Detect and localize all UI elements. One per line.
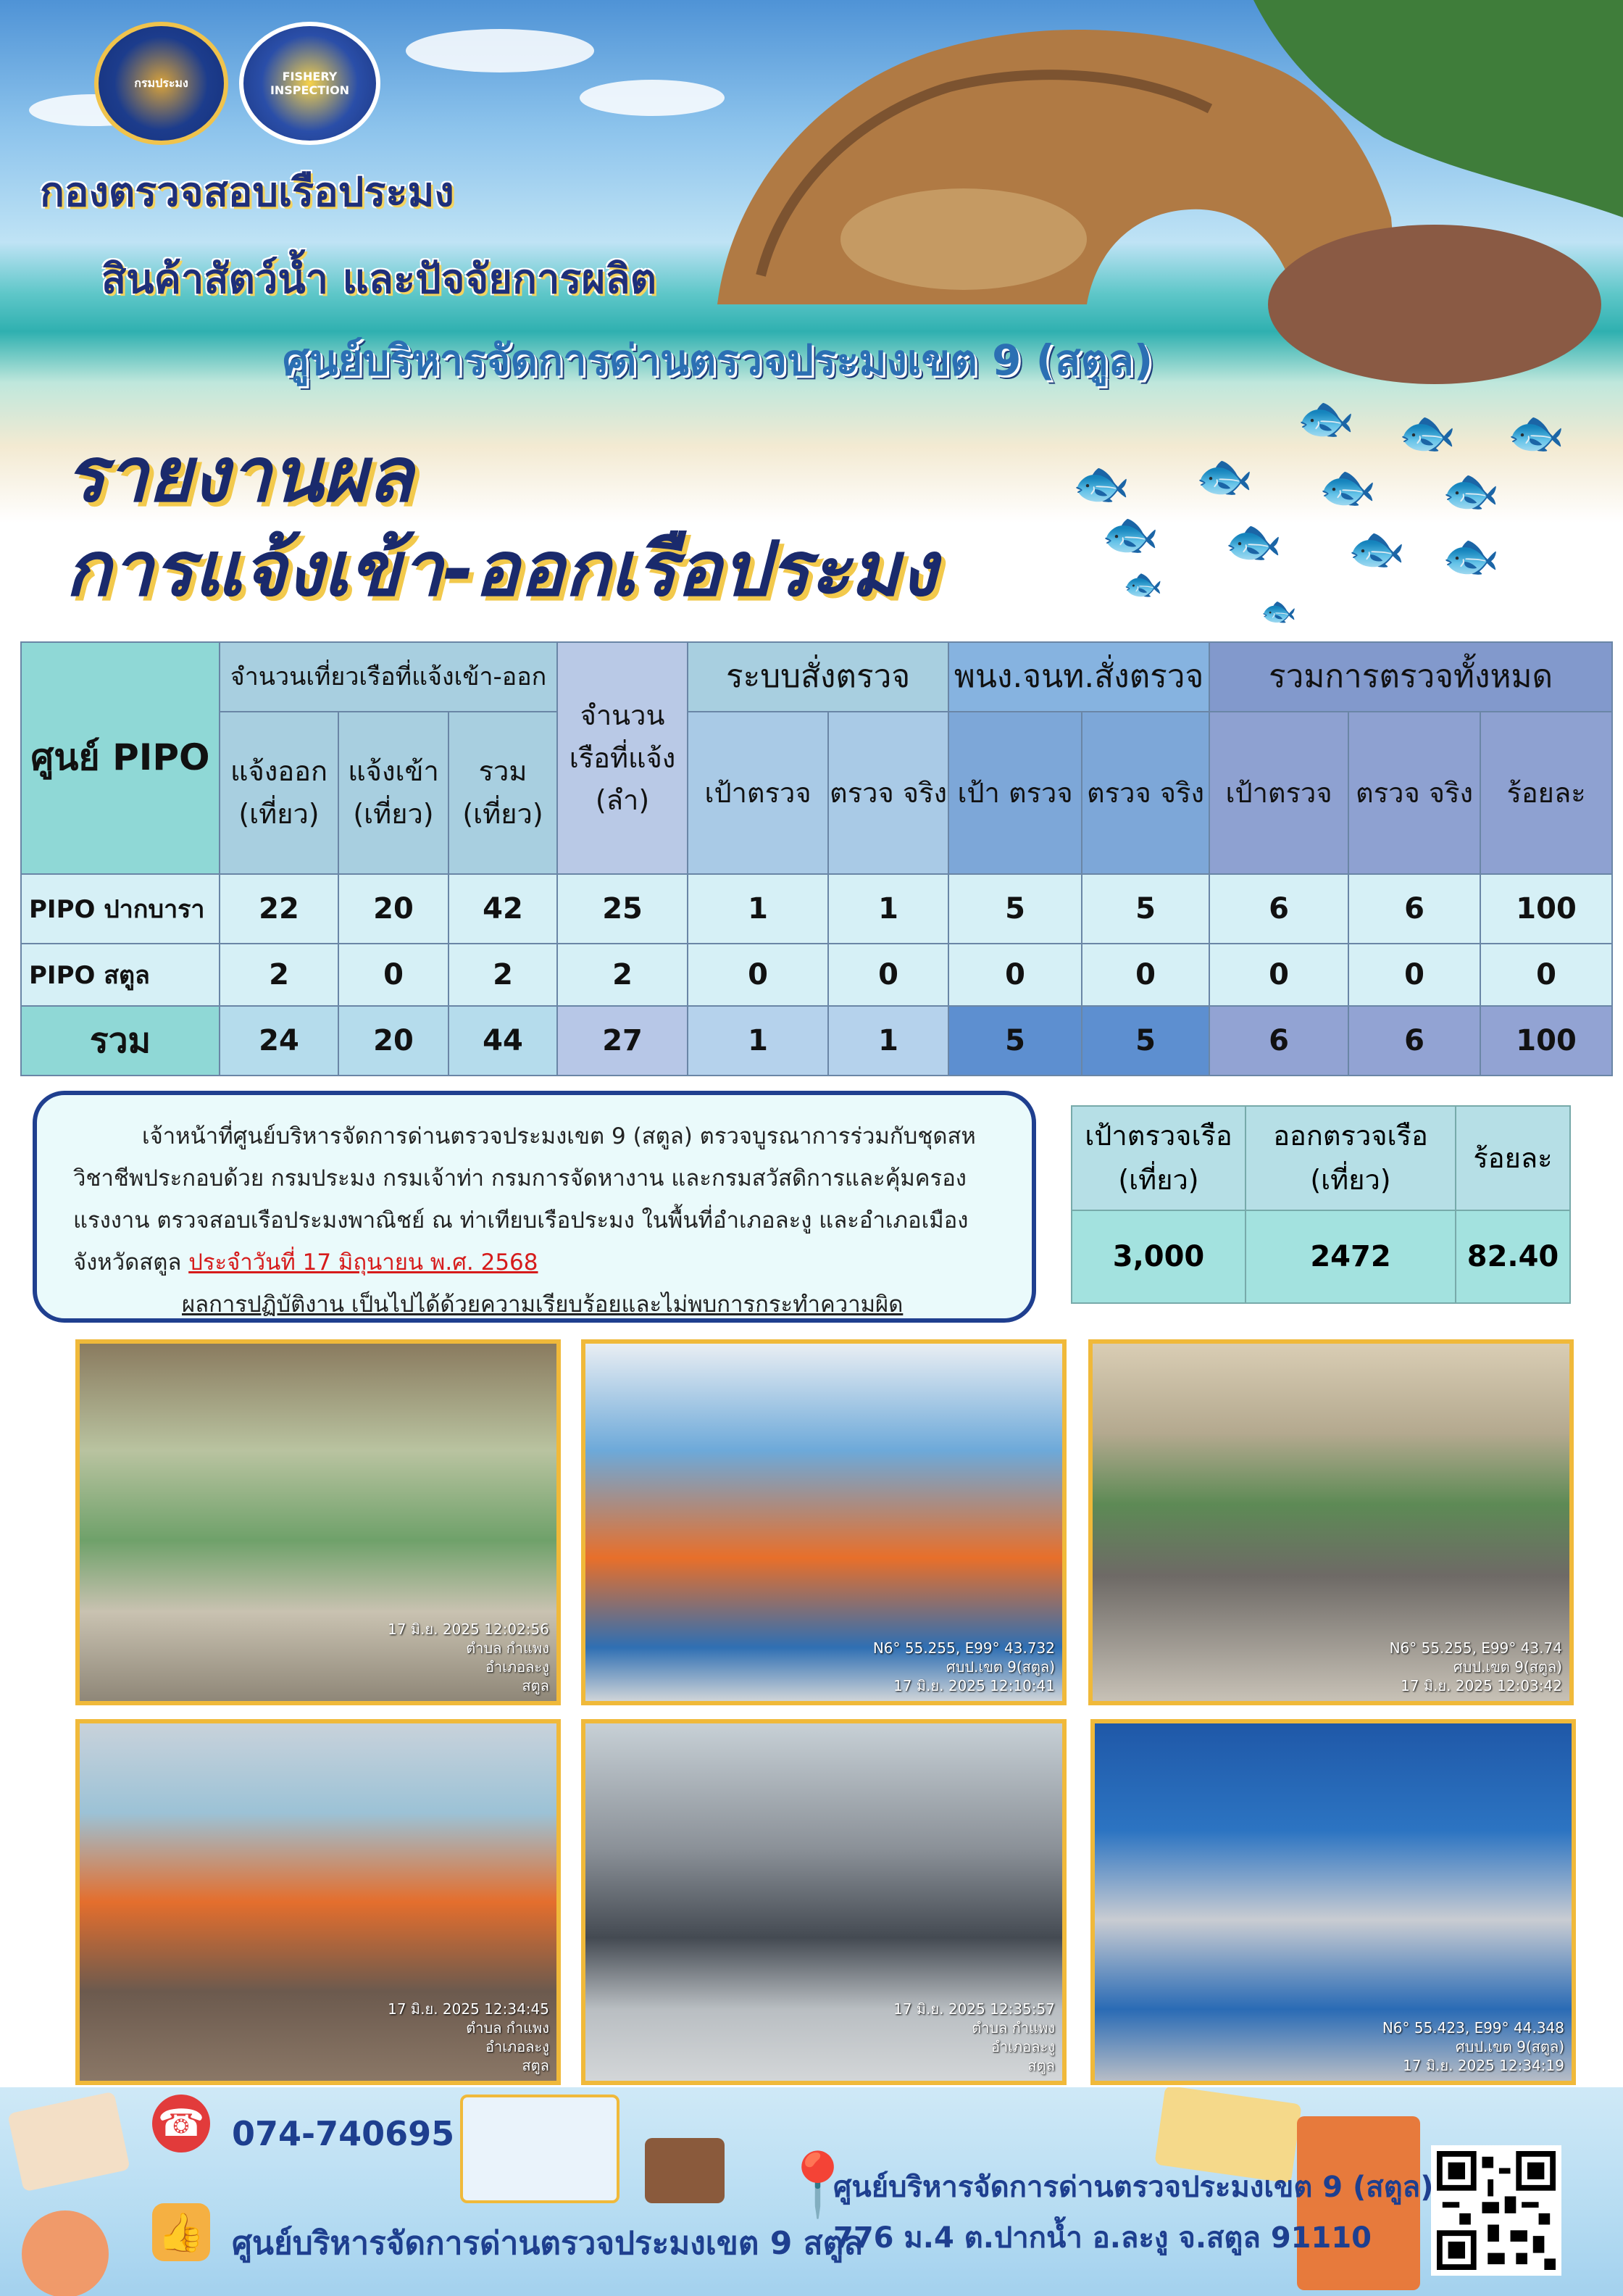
fish-icon: 🐟 [1442, 465, 1500, 518]
cell-officer-target: 5 [948, 1006, 1082, 1076]
fish-icon: 🐟 [1319, 461, 1377, 515]
fish-icon: 🐟 [1072, 457, 1130, 511]
cell-total-target: 0 [1209, 944, 1348, 1006]
fish-icon: 🐟 [1123, 566, 1163, 603]
photo-stamp: N6° 55.255, E99° 43.732 ศบป.เขต 9(สตูล) 17 มิ.ย. 2025 12:10:41 [872, 1639, 1055, 1694]
photo-document-check [1088, 1339, 1574, 1705]
col-header-total-actual: ตรวจ จริง [1348, 712, 1480, 874]
col-header-out: แจ้งออก (เที่ยว) [220, 712, 338, 874]
pipo-report-table [20, 641, 1613, 1076]
cell-out: 22 [220, 874, 338, 944]
suitcase-decoration [645, 2138, 725, 2203]
qr-code[interactable] [1431, 2145, 1561, 2276]
cell-total-target: 6 [1209, 1006, 1348, 1076]
col-header-total-target: เป้าตรวจ [1209, 712, 1348, 874]
fish-icon: 🐟 [1196, 450, 1253, 504]
note-body: เจ้าหน้าที่ศูนย์บริหารจัดการด่านตรวจประมงเขต 9 (สตูล) ตรวจบูรณาการร่วมกับชุดสหวิชาชีพประกอบด้วย กรมประมง กรมเจ้าท่า กรมการจัดหางาน และกรมสวัสดิการและคุ้มครองแรงงาน ตรวจสอบเรือประมงพาณิชย์ ณ ท่าเทียบเรือประมง ในพื้นที่อำเภอละงู และอำเภอเมือง จังหวัดสตูล [73, 1123, 976, 1276]
cell-percent: 100 [1480, 874, 1612, 944]
cell-total-target: 6 [1209, 874, 1348, 944]
inspection-summary-table [1071, 1105, 1571, 1304]
thumbs-up-icon: 👍 [152, 2203, 210, 2261]
fish-icon: 🐟 [1297, 392, 1355, 446]
col-header-boats: จำนวน เรือที่แจ้ง (ลำ) [557, 642, 688, 874]
cell-system-actual: 1 [828, 874, 948, 944]
photo-stamp: N6° 55.423, E99° 44.348 ศบป.เขต 9(สตูล) 17 มิ.ย. 2025 12:34:19 [1382, 2019, 1564, 2074]
fish-icon: 🐟 [1507, 407, 1565, 460]
photo-stamp: N6° 55.255, E99° 43.74 ศบป.เขต 9(สตูล) 17 มิ.ย. 2025 12:03:42 [1389, 1639, 1562, 1694]
cell-out: 2 [220, 944, 338, 1006]
col-header-in: แจ้งเข้า (เที่ยว) [338, 712, 448, 874]
cell-percent: 100 [1480, 1006, 1612, 1076]
cell-percent: 0 [1480, 944, 1612, 1006]
table-row [21, 944, 1612, 1006]
cell-sum: 44 [448, 1006, 557, 1076]
cell-in: 0 [338, 944, 448, 1006]
cell-officer-target: 0 [948, 944, 1082, 1006]
total-row-name: รวม [21, 1006, 220, 1076]
table-total-row [21, 1006, 1612, 1076]
cell-officer-actual: 0 [1082, 944, 1209, 1006]
postcard-decoration [7, 2092, 130, 2192]
summary-out: 2472 [1246, 1210, 1456, 1303]
fish-icon: 🐟 [1261, 595, 1297, 628]
col-group-officer: พนง.จนท.สั่งตรวจ [948, 642, 1209, 712]
col-header-system-actual: ตรวจ จริง [828, 712, 948, 874]
col-group-total: รวมการตรวจทั้งหมด [1209, 642, 1612, 712]
summary-percent: 82.40 [1456, 1210, 1570, 1303]
cell-system-target: 1 [688, 874, 828, 944]
col-header-officer-actual: ตรวจ จริง [1082, 712, 1209, 874]
photo-fish-buckets [1090, 1719, 1576, 2085]
postcard-decoration [460, 2095, 619, 2203]
report-title [65, 428, 937, 616]
row-name: PIPO สตูล [21, 944, 220, 1006]
table-row [21, 874, 1612, 944]
photo-stamp: 17 มิ.ย. 2025 12:02:56 ตำบล กำแพง อำเภอละงู สตูล [388, 1621, 549, 1694]
col-header-system-target: เป้าตรวจ [688, 712, 828, 874]
photo-stamp: 17 มิ.ย. 2025 12:34:45 ตำบล กำแพง อำเภอละงู สตูล [388, 2000, 549, 2074]
facebook-page-name[interactable]: ศูนย์บริหารจัดการด่านตรวจประมงเขต 9 สตูล [232, 2225, 864, 2262]
note-date: ประจำวันที่ 17 มิถุนายน พ.ศ. 2568 [188, 1249, 538, 1276]
header-banner [0, 0, 1623, 638]
operation-note [33, 1091, 1036, 1323]
cell-boats: 25 [557, 874, 688, 944]
summary-header-percent: ร้อยละ [1456, 1106, 1570, 1210]
summary-header-out: ออกตรวจเรือ (เที่ยว) [1246, 1106, 1456, 1210]
org-name-line1: กองตรวจสอบเรือประมง [40, 169, 454, 216]
col-header-officer-target: เป้า ตรวจ [948, 712, 1082, 874]
fish-icon: 🐟 [1398, 407, 1456, 460]
center-name: ศูนย์บริหารจัดการด่านตรวจประมงเขต 9 (สตูล) [283, 336, 1153, 385]
cell-officer-target: 5 [948, 874, 1082, 944]
fishery-inspection-emblem: FISHERY INSPECTION [239, 22, 380, 145]
fish-icon: 🐟 [1101, 508, 1159, 562]
cell-total-actual: 6 [1348, 874, 1480, 944]
cell-officer-actual: 5 [1082, 874, 1209, 944]
note-result: ผลการปฏิบัติงาน เป็นไปได้ด้วยความเรียบร้อยและไม่พบการกระทำความผิด [182, 1292, 904, 1318]
summary-target: 3,000 [1072, 1210, 1246, 1303]
fish-icon: 🐟 [1442, 530, 1500, 583]
phone-icon: ☎ [152, 2095, 210, 2152]
fish-icon: 🐟 [1224, 515, 1282, 569]
cell-out: 24 [220, 1006, 338, 1076]
photo-stamp: 17 มิ.ย. 2025 12:35:57 ตำบล กำแพง อำเภอละงู สตูล [893, 2000, 1055, 2074]
cell-in: 20 [338, 874, 448, 944]
org-name-line2: สินค้าสัตว์น้ำ และปัจจัยการผลิต [101, 256, 656, 303]
cell-sum: 42 [448, 874, 557, 944]
summary-header-target: เป้าตรวจเรือ (เที่ยว) [1072, 1106, 1246, 1210]
cell-system-target: 0 [688, 944, 828, 1006]
col-header-percent: ร้อยละ [1480, 712, 1612, 874]
col-group-system: ระบบสั่งตรวจ [688, 642, 948, 712]
cell-boats: 2 [557, 944, 688, 1006]
beach-ball-decoration [22, 2210, 109, 2296]
cell-sum: 2 [448, 944, 557, 1006]
cell-officer-actual: 5 [1082, 1006, 1209, 1076]
address-line2: 776 ม.4 ต.ปากน้ำ อ.ละงู จ.สตูล 91110 [833, 2221, 1372, 2255]
col-header-center: ศูนย์ PIPO [21, 642, 220, 874]
location-pin-icon: 📍 [779, 2149, 857, 2221]
phone-number[interactable]: 074-740695 [232, 2114, 455, 2153]
cell-system-target: 1 [688, 1006, 828, 1076]
photo-pier-inspection [581, 1719, 1067, 2085]
report-title-line2: การแจ้งเข้า-ออกเรือประมง [65, 525, 938, 613]
cell-system-actual: 0 [828, 944, 948, 1006]
cell-boats: 27 [557, 1006, 688, 1076]
address-line1: ศูนย์บริหารจัดการด่านตรวจประมงเขต 9 (สตูล) [833, 2171, 1434, 2204]
photo-crew-group [75, 1719, 561, 2085]
row-name: PIPO ปากบารา [21, 874, 220, 944]
fish-icon: 🐟 [1348, 523, 1406, 576]
photo-fishing-boat [581, 1339, 1067, 1705]
cloud [406, 29, 594, 72]
cell-in: 20 [338, 1006, 448, 1076]
cell-total-actual: 6 [1348, 1006, 1480, 1076]
cell-system-actual: 1 [828, 1006, 948, 1076]
col-group-trips: จำนวนเที่ยวเรือที่แจ้งเข้า-ออก [220, 642, 557, 712]
cell-total-actual: 0 [1348, 944, 1480, 1006]
department-of-fisheries-seal: กรมประมง [94, 22, 228, 145]
report-title-line1: รายงานผล [65, 430, 414, 519]
col-header-sum: รวม (เที่ยว) [448, 712, 557, 874]
photo-life-jackets [75, 1339, 561, 1705]
